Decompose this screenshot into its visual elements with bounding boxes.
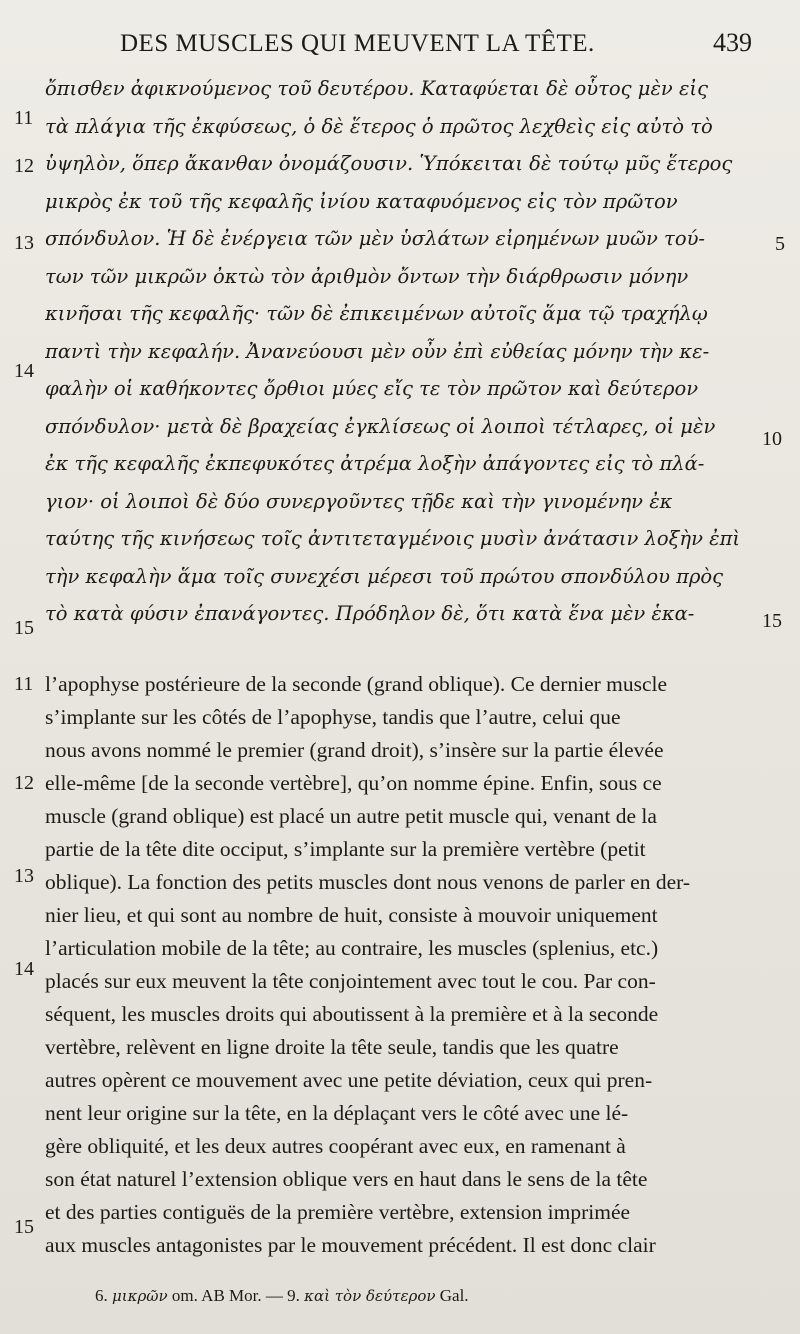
page-number: 439 [713,28,752,57]
greek-right-line-number: 5 [775,233,785,255]
greek-line: των τῶν μικρῶν ὀκτὼ τὸν ἀριθμὸν ὄντων τὴν διάρθρωσιν μόνην [45,264,689,288]
greek-left-line-number: 12 [14,155,34,177]
greek-left-line-number: 13 [14,232,34,254]
french-line: placés sur eux meuvent la tête conjointement avec tout le cou. Par con- [45,969,656,993]
greek-line: τὴν κεφαλὴν ἅμα τοῖς συνεχέσι μέρεσι τοῦ πρώτου σπονδύλου πρὸς [45,564,724,588]
footnote-source: Gal. [439,1286,469,1305]
page-header [0,26,800,66]
french-line: vertèbre, relèvent en ligne droite la tête seule, tandis que les quatre [45,1035,619,1059]
greek-line: φαλὴν οἱ καθήκοντες ὄρθιοι μύες εἴς τε τὸν πρῶτον καὶ δεύτερον [45,377,699,400]
french-left-line-number: 12 [14,772,34,794]
greek-line: τὸ κατὰ φύσιν ἐπανάγοντες. Πρόδηλον δὲ, ὅτι κατὰ ἕνα μὲν ἑκα- [45,602,695,625]
greek-left-line-number: 14 [14,360,34,382]
greek-line: ὑψηλὸν, ὅπερ ἄκανθαν ὀνομάζουσιν. Ὑπόκειται δὲ τούτῳ μῦς ἕτερος [45,152,733,175]
greek-line: ἐκ τῆς κεφαλῆς ἐκπεφυκότες ἀτρέμα λοξὴν ἀπάγοντες εἰς τὸ πλά- [45,452,705,475]
greek-right-line-number: 10 [762,428,782,450]
greek-line: γιον· οἱ λοιποὶ δὲ δύο συνεργοῦντες τῇδε καὶ τὴν γινομένην ἐκ [45,489,673,513]
footnote [95,1286,745,1306]
french-line: nous avons nommé le premier (grand droit), s’insère sur la partie élevée [45,738,664,762]
french-left-line-number: 14 [14,958,34,980]
french-line: aux muscles antagonistes par le mouvement précédent. Il est donc clair [45,1233,656,1257]
french-line: l’articulation mobile de la tête; au contraire, les muscles (splenius, etc.) [45,936,659,960]
greek-line: τὰ πλάγια τῆς ἐκφύσεως, ὁ δὲ ἕτερος ὁ πρῶτος λεχθεὶς εἰς αὐτὸ τὸ [45,114,713,138]
greek-right-line-number: 15 [762,610,782,632]
french-line: et des parties contiguës de la première vertèbre, extension imprimée [45,1200,631,1224]
french-line: nent leur origine sur la tête, en la déplaçant vers le côté avec une lé- [45,1101,629,1125]
greek-line: σπόνδυλον· μετὰ δὲ βραχείας ἐγκλίσεως οἱ λοιποὶ τέτλαρες, οἱ μὲν [45,414,716,438]
french-left-line-number: 13 [14,865,34,887]
greek-line: μικρὸς ἐκ τοῦ τῆς κεφαλῆς ἰνίου καταφυόμενος εἰς τὸν πρῶτον [45,189,678,213]
greek-left-line-number: 11 [14,107,34,129]
footnote-text: om. AB Mor. — 9. [171,1286,300,1305]
french-line: autres opèrent ce mouvement avec une petite déviation, ceux qui pren- [45,1068,653,1092]
greek-line: ταύτης τῆς κινήσεως τοῖς ἀντιτεταγμένοις μυσὶν ἀνάτασιν λοξὴν ἐπὶ [45,527,741,550]
greek-line: κινῆσαι τῆς κεφαλῆς· τῶν δὲ ἐπικειμένων αὐτοῖς ἅμα τῷ τραχήλῳ [45,302,708,325]
french-line: gère obliquité, et les deux autres coopérant avec eux, en ramenant à [45,1134,626,1158]
french-line: oblique). La fonction des petits muscles dont nous venons de parler en der- [45,870,690,894]
greek-line: σπόνδυλον. Ἡ δὲ ἐνέργεια τῶν μὲν ὑσλάτων εἰρημένων μυῶν τού- [45,227,706,250]
french-line: s’implante sur les côtés de l’apophyse, tandis que l’autre, celui que [45,705,621,729]
french-left-line-number: 15 [14,1216,34,1238]
footnote-greek-phrase: καὶ τὸν δεύτερον [304,1287,436,1305]
french-line: nier lieu, et qui sont au nombre de huit, consiste à mouvoir uniquement [45,903,658,927]
greek-line: ὄπισθεν ἀφικνούμενος τοῦ δευτέρου. Καταφύεται δὲ οὗτος μὲν εἰς [45,77,708,100]
greek-line: παντὶ τὴν κεφαλήν. Ἀνανεύουσι μὲν οὖν ἐπὶ εὐθείας μόνην τὴν κε- [45,339,710,363]
footnote-number: 6. [95,1286,108,1305]
french-line: elle-même [de la seconde vertèbre], qu’on nomme épine. Enfin, sous ce [45,771,662,795]
french-line: l’apophyse postérieure de la seconde (grand oblique). Ce dernier muscle [45,672,668,696]
french-line: muscle (grand oblique) est placé un autre petit muscle qui, venant de la [45,804,657,828]
french-line: séquent, les muscles droits qui aboutissent à la première et à la seconde [45,1002,659,1026]
running-title: DES MUSCLES QUI MEUVENT LA TÊTE. [120,30,595,57]
footnote-greek-word: μικρῶν [112,1287,168,1305]
french-line: son état naturel l’extension oblique vers en haut dans le sens de la tête [45,1167,648,1191]
greek-left-line-number: 15 [14,617,34,639]
french-left-line-number: 11 [14,673,34,695]
french-line: partie de la tête dite occiput, s’implante sur la première vertèbre (petit [45,837,646,861]
